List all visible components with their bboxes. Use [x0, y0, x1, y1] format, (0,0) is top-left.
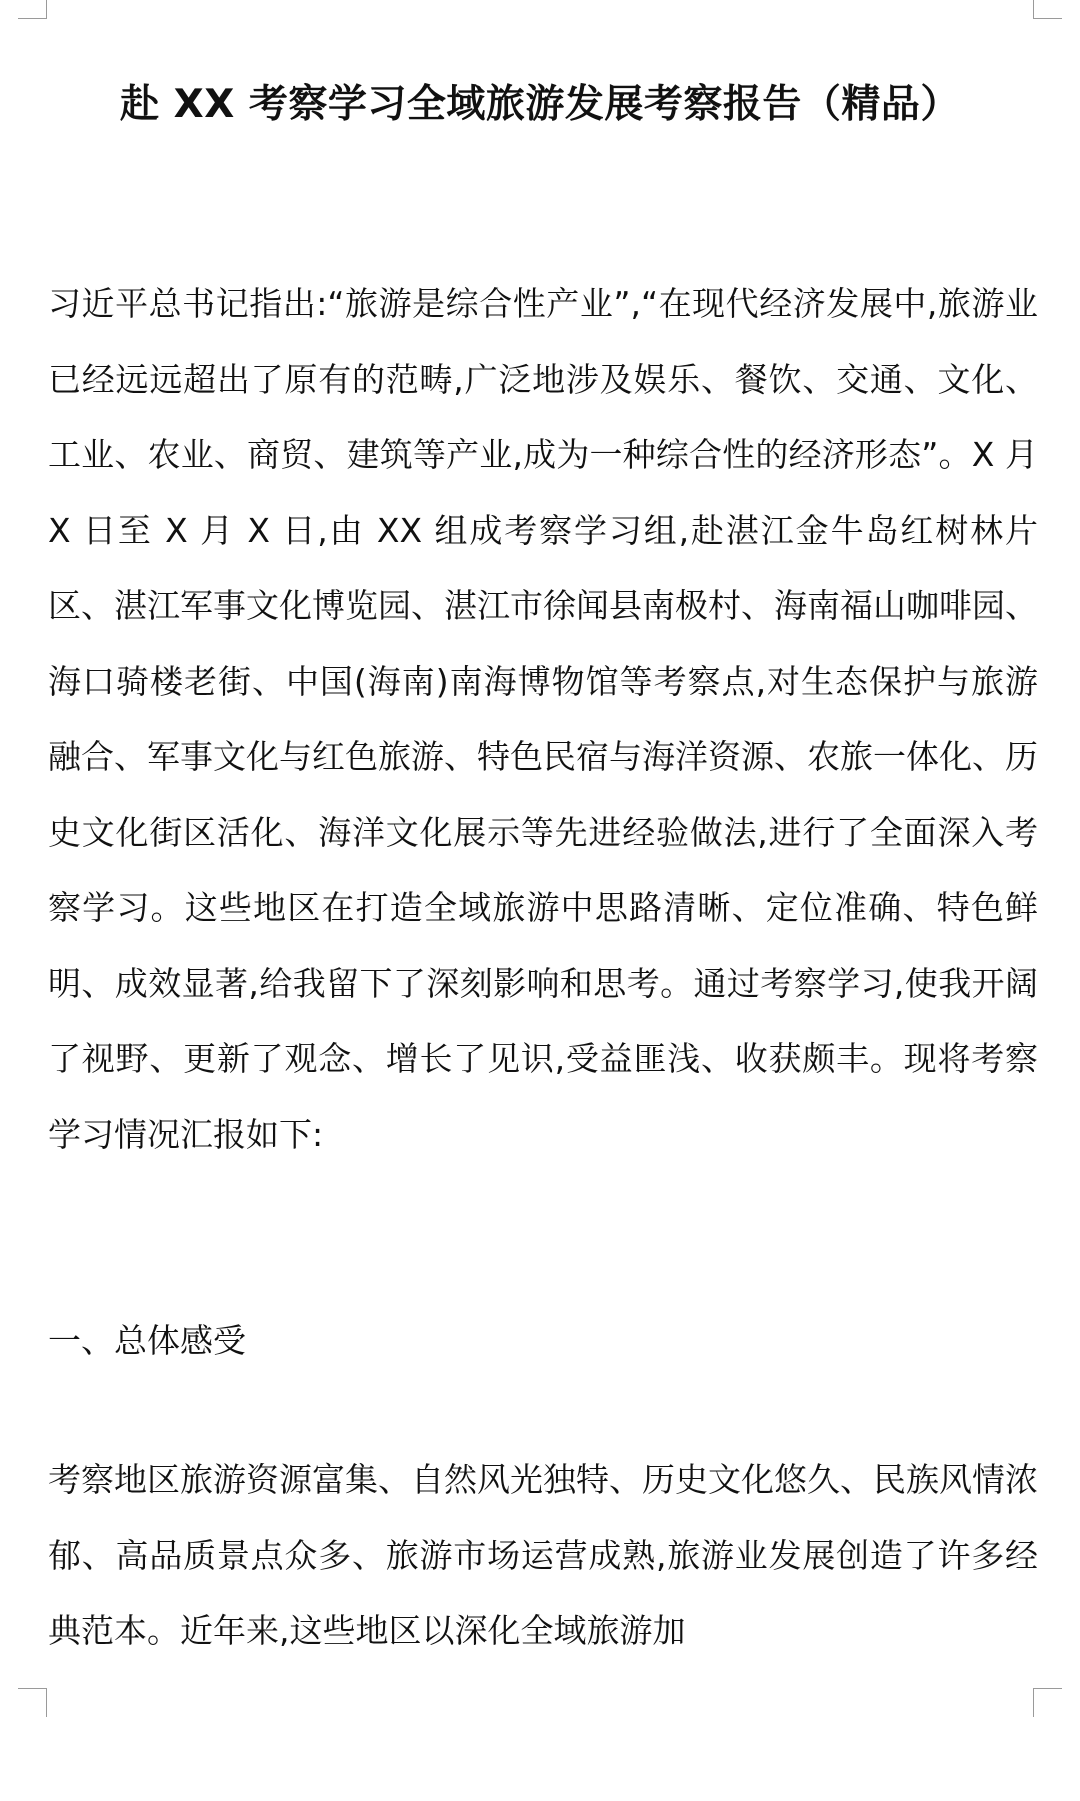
crop-mark-bottom-left: [18, 1688, 47, 1717]
crop-mark-bottom-right: [1033, 1688, 1062, 1717]
crop-mark-top-left: [18, 0, 47, 19]
crop-mark-top-right: [1033, 0, 1062, 19]
section-heading-1: 一、总体感受: [48, 1321, 246, 1360]
document-title: 赴 XX 考察学习全域旅游发展考察报告（精品）: [120, 82, 960, 127]
paragraph-intro: 习近平总书记指出:“旅游是综合性产业”,“在现代经济发展中,旅游业已经远远超出了原有的范畴,广泛地涉及娱乐、餐饮、交通、文化、工业、农业、商贸、建筑等产业,成为一种综合性的经济形态”。X 月 X 日至 X 月 X 日,由 XX 组成考察学习组,赴湛江金牛岛红树林片区、湛江军事文化博览园、湛江市徐闻县南极村、海南福山咖啡园、海口骑楼老街、中国(海南)南海博物馆等考察点,对生态保护与旅游融合、军事文化与红色旅游、特色民宿与海洋资源、农旅一体化、历史文化街区活化、海洋文化展示等先进经验做法,进行了全面深入考察学习。这些地区在打造全域旅游中思路清晰、定位准确、特色鲜明、成效显著,给我留下了深刻影响和思考。通过考察学习,使我开阔了视野、更新了观念、增长了见识,受益匪浅、收获颇丰。现将考察学习情况汇报如下:: [48, 284, 1038, 1154]
paragraph-section-1: 考察地区旅游资源富集、自然风光独特、历史文化悠久、民族风情浓郁、高品质景点众多、旅游市场运营成熟,旅游业发展创造了许多经典范本。近年来,这些地区以深化全域旅游加: [48, 1460, 1038, 1650]
